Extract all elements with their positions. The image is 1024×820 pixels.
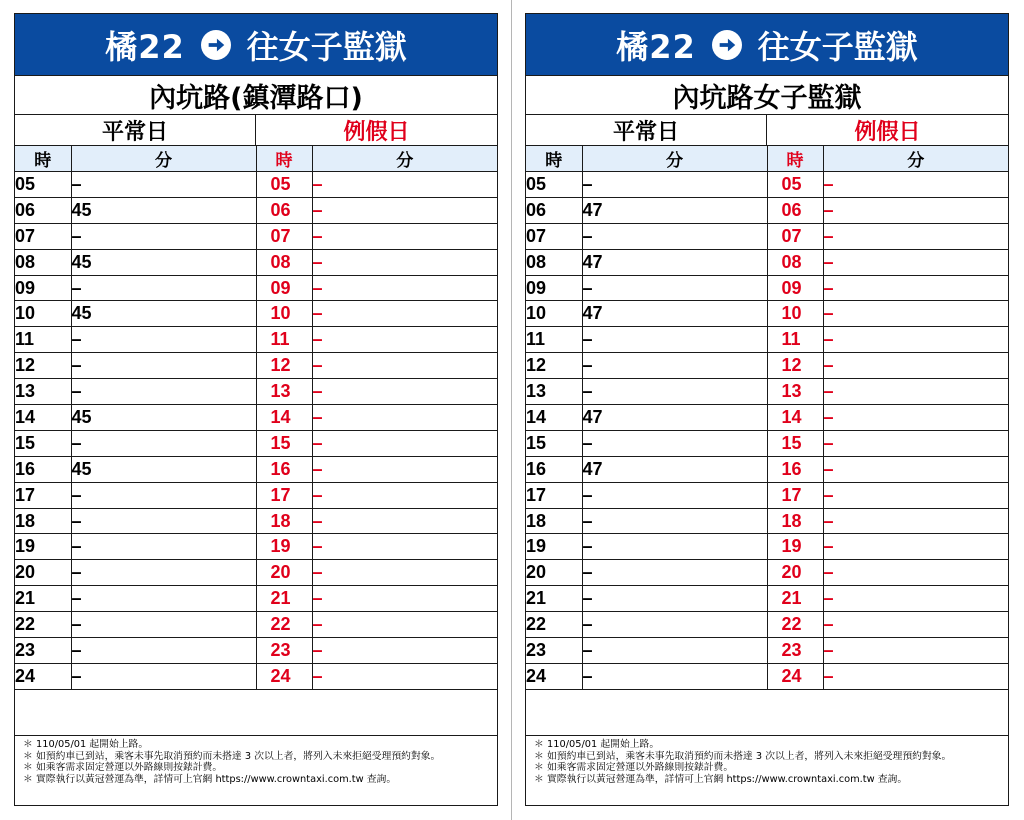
weekday-minute-cell: – (71, 508, 256, 534)
weekday-hour-cell: 23 (526, 638, 582, 664)
holiday-hour-cell: 19 (767, 534, 823, 560)
note-text: 實際執行以黃冠營運為準，詳情可上官網 https://www.crowntaxi.com.tw 查詢。 (36, 774, 397, 786)
holiday-hour-cell: 06 (256, 197, 312, 223)
weekday-hour-cell: 22 (526, 612, 582, 638)
weekday-minute-cell: – (71, 172, 256, 198)
holiday-hour-cell: 15 (767, 430, 823, 456)
holiday-hour-cell: 07 (256, 223, 312, 249)
timetable (15, 146, 497, 690)
holiday-hour-cell: 09 (767, 275, 823, 301)
holiday-minute-cell: – (823, 663, 1008, 689)
route-destination: 往女子監獄 (757, 27, 918, 66)
note-text: 如預約車已到站，乘客未事先取消預約而未搭達 3 次以上者，將列入未來拒絕受理預約對象。 (547, 750, 952, 762)
table-row (526, 663, 1008, 689)
table-row (526, 612, 1008, 638)
table-row (526, 430, 1008, 456)
note-item (23, 762, 497, 774)
weekday-minute-cell: 45 (71, 249, 256, 275)
holiday-minute-cell: – (823, 379, 1008, 405)
holiday-hour-cell: 14 (767, 405, 823, 431)
arrow-right-circle-icon (201, 30, 231, 60)
weekday-minute-cell: – (71, 223, 256, 249)
holiday-hour-header: 時 (767, 146, 823, 172)
table-row (15, 327, 497, 353)
day-type-header (526, 115, 1008, 146)
holiday-minute-cell: – (823, 405, 1008, 431)
route-header (526, 14, 1008, 75)
holiday-minute-cell: – (312, 172, 497, 198)
holiday-minute-cell: – (312, 586, 497, 612)
weekday-minute-cell: – (582, 482, 767, 508)
holiday-minute-cell: – (312, 353, 497, 379)
table-row (15, 197, 497, 223)
holiday-minute-cell: – (823, 275, 1008, 301)
column-header-row (526, 146, 1008, 172)
weekday-minute-cell: – (71, 327, 256, 353)
weekday-minute-cell: – (582, 586, 767, 612)
weekday-minute-header: 分 (582, 146, 767, 172)
route-destination: 往女子監獄 (246, 27, 407, 66)
weekday-hour-cell: 12 (15, 353, 71, 379)
blank-row (15, 690, 497, 736)
weekday-minute-cell: 47 (582, 405, 767, 431)
holiday-hour-cell: 10 (767, 301, 823, 327)
weekday-minute-cell: 47 (582, 301, 767, 327)
weekday-minute-cell: – (582, 223, 767, 249)
holiday-minute-cell: – (823, 534, 1008, 560)
holiday-hour-cell: 15 (256, 430, 312, 456)
note-item (23, 751, 497, 763)
holiday-minute-cell: – (823, 482, 1008, 508)
weekday-minute-cell: – (582, 430, 767, 456)
weekday-hour-cell: 09 (526, 275, 582, 301)
table-row (526, 638, 1008, 664)
holiday-hour-cell: 20 (767, 560, 823, 586)
table-row (15, 223, 497, 249)
timetable (526, 146, 1008, 690)
table-row (526, 379, 1008, 405)
weekday-hour-cell: 21 (526, 586, 582, 612)
holiday-hour-cell: 17 (256, 482, 312, 508)
weekday-minute-cell: – (71, 534, 256, 560)
holiday-minute-cell: – (312, 482, 497, 508)
table-row (15, 508, 497, 534)
weekday-hour-cell: 15 (15, 430, 71, 456)
holiday-hour-cell: 22 (256, 612, 312, 638)
holiday-minute-cell: – (312, 508, 497, 534)
weekday-minute-cell: – (582, 275, 767, 301)
table-row (15, 638, 497, 664)
holiday-hour-cell: 08 (767, 249, 823, 275)
day-type-header (15, 115, 497, 146)
holiday-hour-cell: 24 (767, 663, 823, 689)
holiday-hour-cell: 24 (256, 663, 312, 689)
holiday-hour-cell: 08 (256, 249, 312, 275)
holiday-minute-cell: – (823, 508, 1008, 534)
weekday-minute-cell: – (71, 586, 256, 612)
weekday-hour-cell: 23 (15, 638, 71, 664)
weekday-hour-cell: 08 (526, 249, 582, 275)
weekday-minute-cell: – (582, 534, 767, 560)
weekday-hour-cell: 07 (526, 223, 582, 249)
weekday-minute-cell: – (582, 353, 767, 379)
weekday-minute-cell: – (582, 612, 767, 638)
holiday-hour-cell: 18 (767, 508, 823, 534)
table-row (15, 663, 497, 689)
holiday-minute-cell: – (312, 456, 497, 482)
weekday-minute-cell: – (582, 327, 767, 353)
weekday-minute-cell: – (71, 638, 256, 664)
route-header (15, 14, 497, 75)
weekday-hour-cell: 08 (15, 249, 71, 275)
holiday-hour-cell: 07 (767, 223, 823, 249)
note-item (534, 751, 1008, 763)
holiday-hour-cell: 21 (767, 586, 823, 612)
timetable-panel-left (14, 13, 498, 806)
weekday-hour-cell: 20 (526, 560, 582, 586)
weekday-hour-cell: 17 (526, 482, 582, 508)
holiday-minute-cell: – (823, 249, 1008, 275)
route-number: 橘22 (105, 27, 185, 66)
weekday-hour-cell: 06 (15, 197, 71, 223)
holiday-minute-cell: – (312, 301, 497, 327)
stop-name: 內坑路(鎮潭路口) (15, 75, 497, 115)
note-text: 如預約車已到站，乘客未事先取消預約而未搭達 3 次以上者，將列入未來拒絕受理預約對象。 (36, 750, 441, 762)
holiday-hour-cell: 12 (767, 353, 823, 379)
weekday-minute-cell: – (71, 482, 256, 508)
table-row (15, 482, 497, 508)
holiday-minute-cell: – (312, 560, 497, 586)
weekday-minute-cell: – (582, 379, 767, 405)
weekday-minute-cell: – (582, 172, 767, 198)
weekday-hour-cell: 16 (526, 456, 582, 482)
holiday-hour-cell: 05 (256, 172, 312, 198)
weekday-hour-cell: 05 (15, 172, 71, 198)
holiday-hour-cell: 12 (256, 353, 312, 379)
holiday-hour-cell: 14 (256, 405, 312, 431)
table-row (15, 560, 497, 586)
holiday-hour-cell: 22 (767, 612, 823, 638)
weekday-minute-cell: – (71, 353, 256, 379)
holiday-minute-cell: – (312, 612, 497, 638)
holiday-hour-cell: 20 (256, 560, 312, 586)
weekday-minute-cell: – (582, 638, 767, 664)
weekday-minute-cell: – (71, 430, 256, 456)
notes (15, 736, 497, 786)
table-row (15, 534, 497, 560)
holiday-hour-cell: 13 (256, 379, 312, 405)
weekday-minute-cell: 47 (582, 249, 767, 275)
holiday-hour-cell: 05 (767, 172, 823, 198)
holiday-minute-cell: – (312, 663, 497, 689)
table-row (15, 456, 497, 482)
table-row (526, 456, 1008, 482)
asterisk-icon: ＊ (534, 762, 544, 774)
holiday-minute-cell: – (312, 275, 497, 301)
holiday-minute-header: 分 (823, 146, 1008, 172)
holiday-minute-header: 分 (312, 146, 497, 172)
table-row (526, 534, 1008, 560)
holiday-minute-cell: – (312, 197, 497, 223)
weekday-minute-header: 分 (71, 146, 256, 172)
note-item (534, 774, 1008, 786)
table-row (526, 508, 1008, 534)
asterisk-icon: ＊ (534, 738, 544, 750)
holiday-hour-cell: 10 (256, 301, 312, 327)
weekday-hour-cell: 05 (526, 172, 582, 198)
holiday-minute-cell: – (823, 612, 1008, 638)
table-row (526, 482, 1008, 508)
weekday-hour-cell: 20 (15, 560, 71, 586)
holiday-minute-cell: – (823, 327, 1008, 353)
holiday-minute-cell: – (312, 223, 497, 249)
holiday-hour-cell: 23 (256, 638, 312, 664)
holiday-hour-cell: 19 (256, 534, 312, 560)
table-row (15, 612, 497, 638)
table-row (526, 353, 1008, 379)
table-row (15, 249, 497, 275)
weekday-hour-cell: 14 (15, 405, 71, 431)
weekday-hour-cell: 07 (15, 223, 71, 249)
holiday-minute-cell: – (823, 301, 1008, 327)
table-row (526, 586, 1008, 612)
table-row (15, 379, 497, 405)
weekday-minute-cell: – (71, 663, 256, 689)
weekday-minute-cell: 47 (582, 456, 767, 482)
weekday-hour-cell: 21 (15, 586, 71, 612)
blank-row (526, 690, 1008, 736)
weekday-minute-cell: – (582, 663, 767, 689)
weekday-minute-cell: 47 (582, 197, 767, 223)
table-row (15, 586, 497, 612)
weekday-minute-cell: 45 (71, 456, 256, 482)
weekday-minute-cell: 45 (71, 197, 256, 223)
table-row (526, 249, 1008, 275)
holiday-minute-cell: – (823, 223, 1008, 249)
weekday-hour-cell: 24 (526, 663, 582, 689)
holiday-hour-cell: 17 (767, 482, 823, 508)
table-row (15, 301, 497, 327)
holiday-hour-cell: 16 (256, 456, 312, 482)
holiday-hour-header: 時 (256, 146, 312, 172)
table-row (526, 223, 1008, 249)
asterisk-icon: ＊ (23, 738, 33, 750)
holiday-minute-cell: – (312, 638, 497, 664)
holiday-hour-cell: 11 (767, 327, 823, 353)
holiday-minute-cell: – (312, 405, 497, 431)
holiday-hour-cell: 11 (256, 327, 312, 353)
arrow-right-circle-icon (712, 30, 742, 60)
weekday-hour-cell: 10 (526, 301, 582, 327)
route-number: 橘22 (616, 27, 696, 66)
weekday-hour-cell: 13 (15, 379, 71, 405)
holiday-minute-cell: – (823, 456, 1008, 482)
table-row (526, 197, 1008, 223)
weekday-hour-cell: 11 (526, 327, 582, 353)
holiday-hour-cell: 21 (256, 586, 312, 612)
weekday-minute-cell: – (71, 612, 256, 638)
weekday-hour-cell: 16 (15, 456, 71, 482)
note-text: 實際執行以黃冠營運為準，詳情可上官網 https://www.crowntaxi.com.tw 查詢。 (547, 774, 908, 786)
holiday-minute-cell: – (823, 172, 1008, 198)
weekday-hour-header: 時 (526, 146, 582, 172)
table-row (526, 301, 1008, 327)
note-text: 110/05/01 起開始上路。 (36, 738, 149, 750)
holiday-minute-cell: – (823, 560, 1008, 586)
weekday-hour-cell: 10 (15, 301, 71, 327)
weekday-minute-cell: – (71, 379, 256, 405)
table-row (526, 172, 1008, 198)
holiday-hour-cell: 09 (256, 275, 312, 301)
weekday-hour-cell: 15 (526, 430, 582, 456)
holiday-hour-cell: 23 (767, 638, 823, 664)
asterisk-icon: ＊ (23, 774, 33, 786)
holiday-minute-cell: – (312, 534, 497, 560)
asterisk-icon: ＊ (534, 750, 544, 762)
weekday-hour-cell: 12 (526, 353, 582, 379)
table-row (15, 275, 497, 301)
table-row (526, 405, 1008, 431)
note-item (534, 762, 1008, 774)
holiday-minute-cell: – (823, 353, 1008, 379)
weekday-minute-cell: – (582, 560, 767, 586)
weekday-label: 平常日 (526, 115, 767, 146)
weekday-hour-header: 時 (15, 146, 71, 172)
weekday-minute-cell: – (582, 508, 767, 534)
weekday-hour-cell: 24 (15, 663, 71, 689)
weekday-hour-cell: 19 (15, 534, 71, 560)
table-row (526, 327, 1008, 353)
weekday-minute-cell: 45 (71, 301, 256, 327)
notes (526, 736, 1008, 786)
holiday-label: 例假日 (343, 120, 410, 145)
note-text: 如乘客需求固定營運以外路線則按錶計費。 (547, 762, 734, 774)
timetable-panel-right (525, 13, 1009, 806)
weekday-minute-cell: – (71, 560, 256, 586)
asterisk-icon: ＊ (23, 762, 33, 774)
holiday-hour-cell: 06 (767, 197, 823, 223)
weekday-hour-cell: 14 (526, 405, 582, 431)
stop-name: 內坑路女子監獄 (526, 75, 1008, 115)
weekday-hour-cell: 22 (15, 612, 71, 638)
holiday-label: 例假日 (854, 120, 921, 145)
weekday-hour-cell: 06 (526, 197, 582, 223)
table-row (526, 275, 1008, 301)
table-row (15, 430, 497, 456)
weekday-minute-cell: – (71, 275, 256, 301)
weekday-hour-cell: 13 (526, 379, 582, 405)
note-text: 110/05/01 起開始上路。 (547, 738, 660, 750)
page-divider (511, 0, 512, 820)
weekday-label: 平常日 (15, 115, 256, 146)
holiday-minute-cell: – (312, 249, 497, 275)
holiday-minute-cell: – (823, 586, 1008, 612)
weekday-hour-cell: 19 (526, 534, 582, 560)
note-text: 如乘客需求固定營運以外路線則按錶計費。 (36, 762, 223, 774)
holiday-minute-cell: – (312, 379, 497, 405)
table-row (15, 405, 497, 431)
holiday-minute-cell: – (312, 430, 497, 456)
table-row (526, 560, 1008, 586)
holiday-hour-cell: 13 (767, 379, 823, 405)
table-row (15, 353, 497, 379)
asterisk-icon: ＊ (23, 750, 33, 762)
holiday-minute-cell: – (312, 327, 497, 353)
table-row (15, 172, 497, 198)
weekday-hour-cell: 18 (15, 508, 71, 534)
note-item (23, 739, 497, 751)
holiday-hour-cell: 18 (256, 508, 312, 534)
column-header-row (15, 146, 497, 172)
holiday-hour-cell: 16 (767, 456, 823, 482)
asterisk-icon: ＊ (534, 774, 544, 786)
note-item (534, 739, 1008, 751)
weekday-hour-cell: 17 (15, 482, 71, 508)
holiday-minute-cell: – (823, 638, 1008, 664)
weekday-hour-cell: 18 (526, 508, 582, 534)
note-item (23, 774, 497, 786)
weekday-minute-cell: 45 (71, 405, 256, 431)
weekday-hour-cell: 09 (15, 275, 71, 301)
weekday-hour-cell: 11 (15, 327, 71, 353)
holiday-minute-cell: – (823, 197, 1008, 223)
holiday-minute-cell: – (823, 430, 1008, 456)
